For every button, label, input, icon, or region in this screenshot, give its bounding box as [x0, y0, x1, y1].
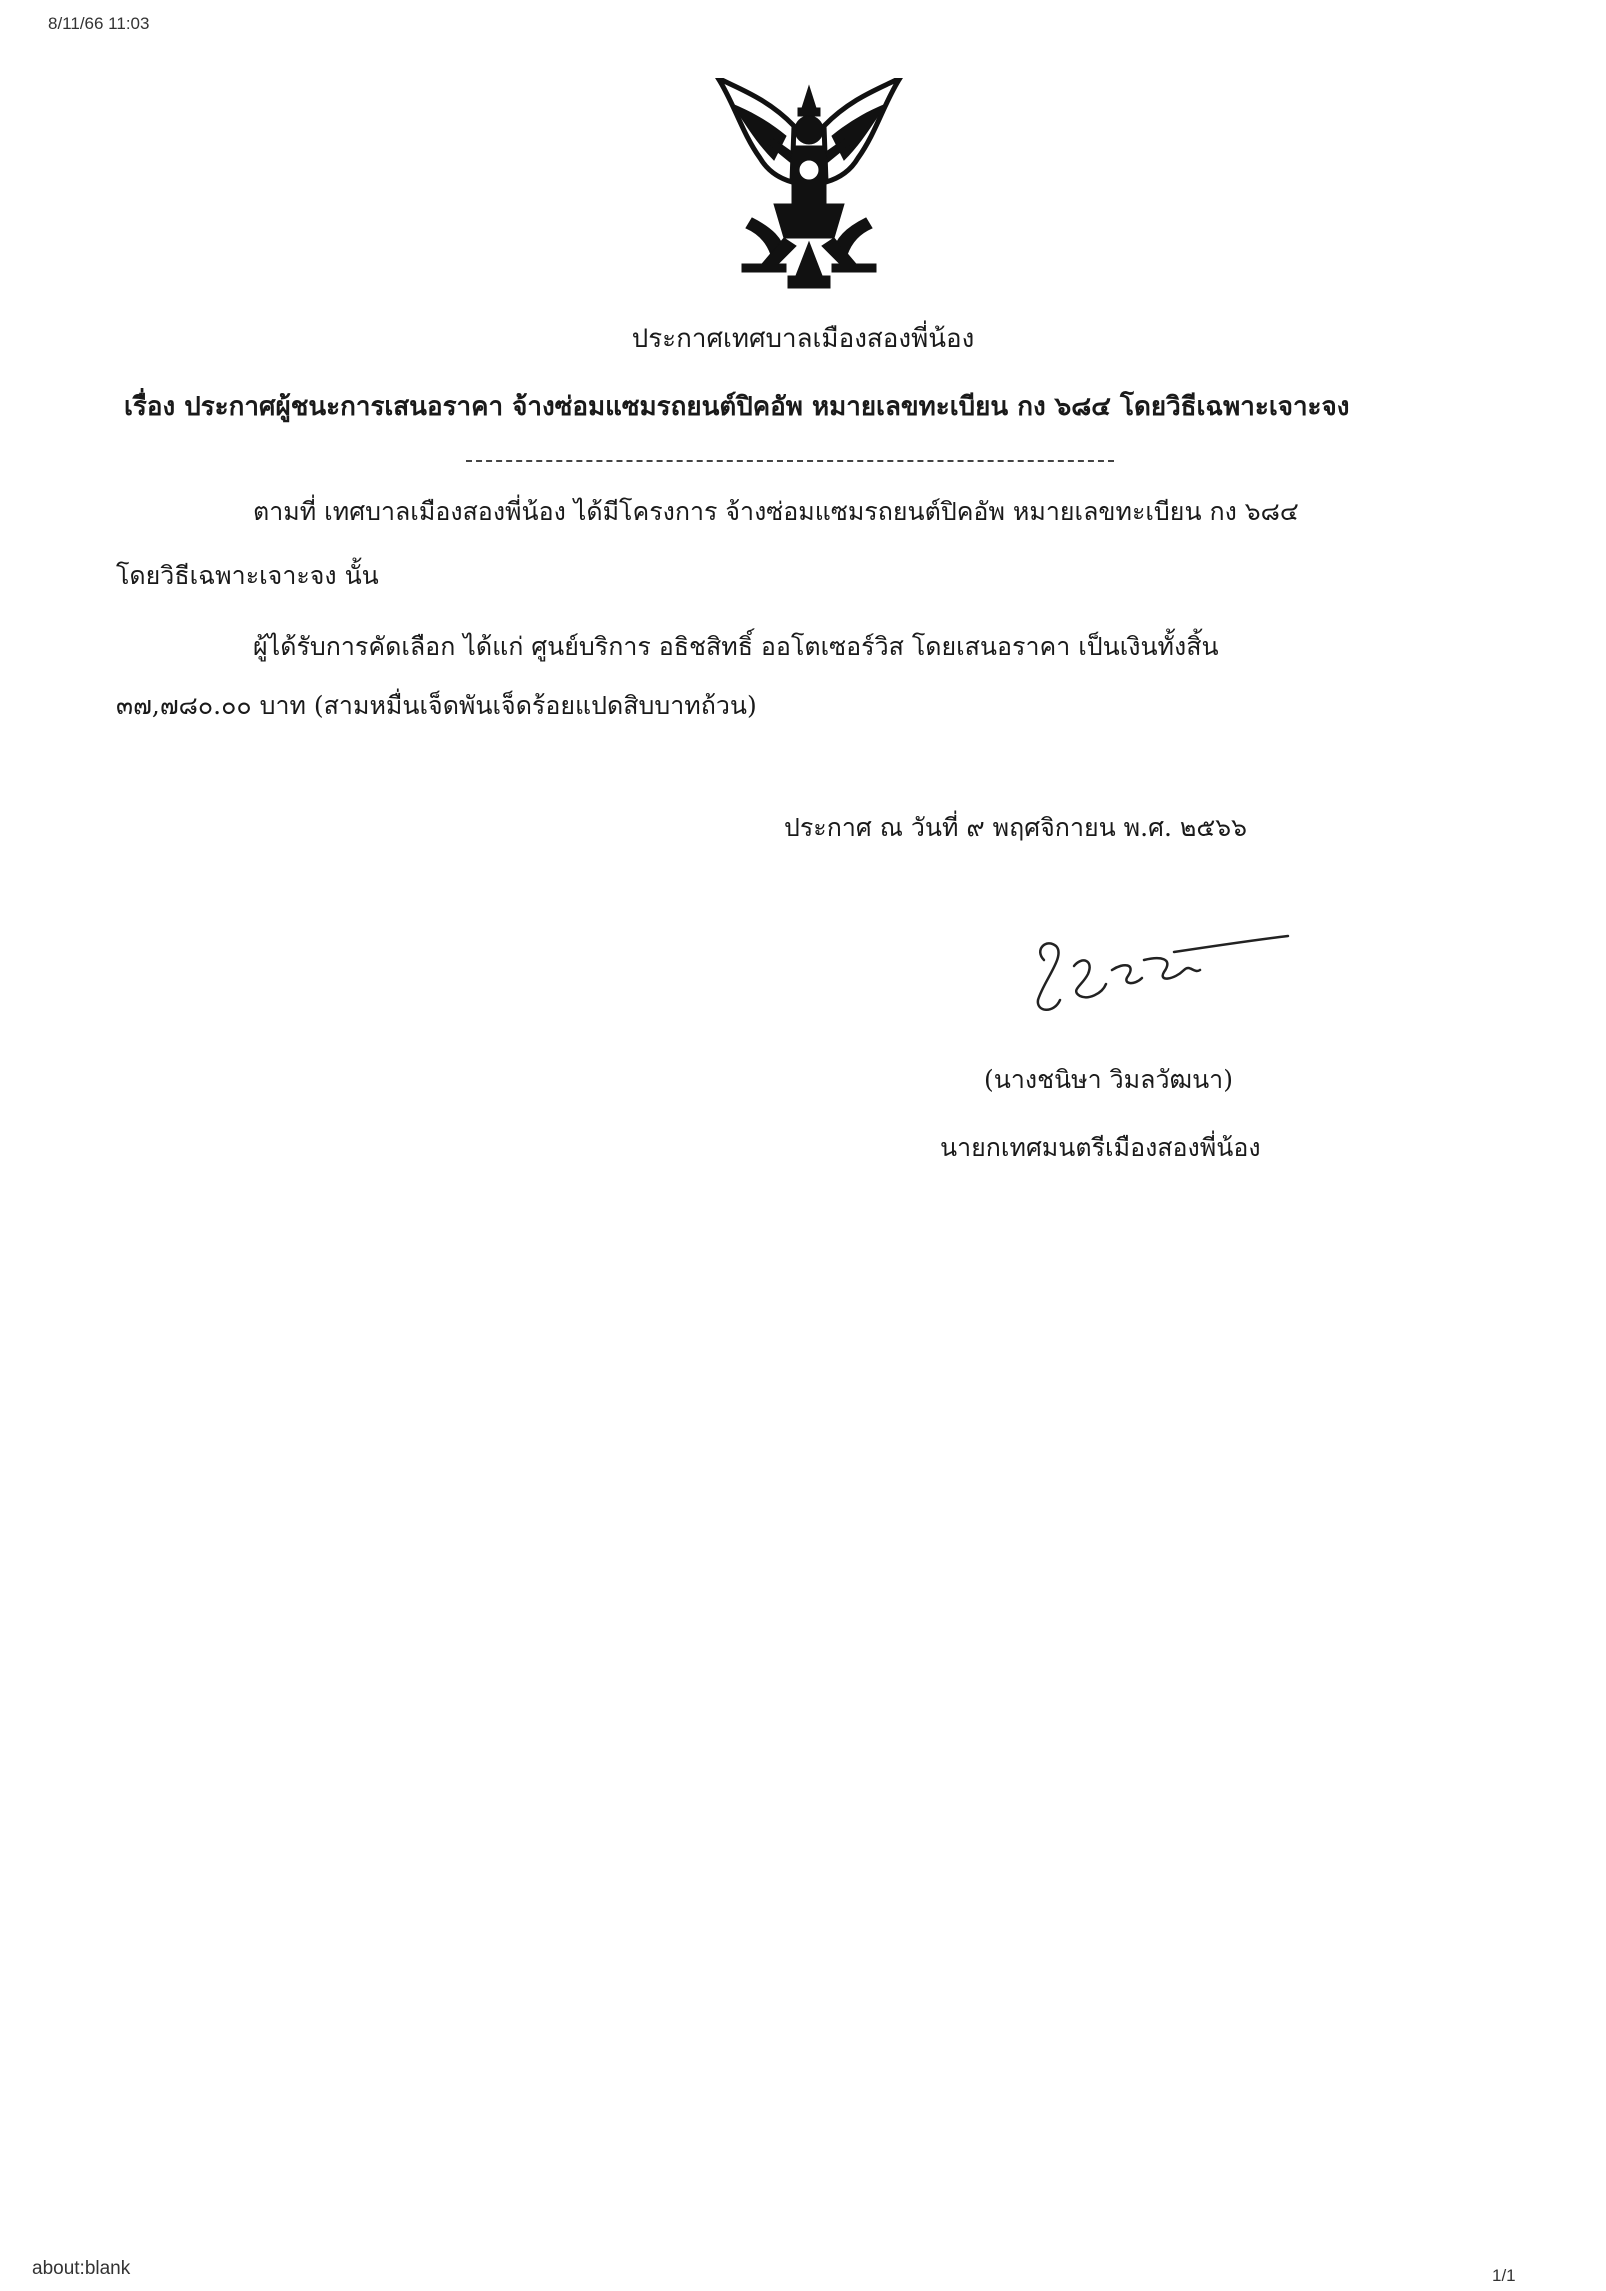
paragraph2-line1: ผู้ได้รับการคัดเลือก ได้แก่ ศูนย์บริการ อธิชสิทธิ์ ออโตเซอร์วิส โดยเสนอราคา เป็นเงินทั้งสิ้น	[253, 632, 1219, 661]
print-footer-page: 1/1	[1492, 2266, 1516, 2285]
paragraph2-line2: ๓๗,๗๘๐.๐๐ บาท (สามหมื่นเจ็ดพันเจ็ดร้อยแปดสิบบาทถ้วน)	[116, 691, 757, 720]
signer-title: นายกเทศมนตรีเมืองสองพี่น้อง	[940, 1133, 1261, 1162]
garuda-emblem-icon	[712, 78, 906, 296]
document-subject: เรื่อง ประกาศผู้ชนะการเสนอราคา จ้างซ่อมแซมรถยนต์ปิคอัพ หมายเลขทะเบียน กง ๖๘๔ โดยวิธีเฉพาะเจาะจง	[124, 392, 1350, 422]
signer-name: (นางชนิษา วิมลวัฒนา)	[984, 1065, 1233, 1094]
print-header-datetime: 8/11/66 11:03	[48, 14, 150, 33]
announcement-date: ประกาศ ณ วันที่ ๙ พฤศจิกายน พ.ศ. ๒๕๖๖	[784, 813, 1247, 842]
paragraph1-line1: ตามที่ เทศบาลเมืองสองพี่น้อง ได้มีโครงการ จ้างซ่อมแซมรถยนต์ปิคอัพ หมายเลขทะเบียน กง ๖๘๔	[253, 497, 1299, 526]
print-footer-url: about:blank	[32, 2258, 131, 2279]
signature-icon	[1024, 930, 1294, 1022]
paragraph1-line2: โดยวิธีเฉพาะเจาะจง นั้น	[116, 561, 379, 590]
document-title: ประกาศเทศบาลเมืองสองพี่น้อง	[631, 324, 975, 354]
separator-line	[466, 460, 1114, 462]
